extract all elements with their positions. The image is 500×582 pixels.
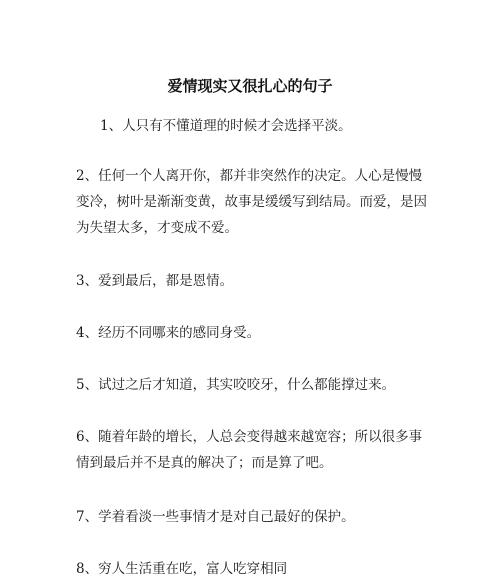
paragraph-6: 6、随着年龄的增长，人总会变得越来越宽容；所以很多事情到最后并不是真的解决了；而是算了吧。 [76, 429, 423, 471]
paragraph-4: 4、经历不同哪来的感同身受。 [76, 325, 261, 341]
paragraph-8: 8、穷人生活重在吃，富人吃穿相同 [76, 561, 288, 577]
paragraph-7: 7、学着看淡一些事情才是对自己最好的保护。 [76, 509, 355, 525]
paragraph-2: 2、任何一个人离开你，都并非突然作的决定。人心是慢慢变冷，树叶是渐渐变黄，故事是缓缓写到结局。而爱，是因为失望太多，才变成不爱。 [76, 168, 427, 236]
paragraph-1: 1、人只有不懂道理的时候才会选择平淡。 [100, 118, 352, 134]
document-title: 爱情现实又很扎心的句子 [167, 77, 333, 95]
paragraph-3: 3、爱到最后，都是恩情。 [76, 273, 234, 289]
paragraph-5: 5、试过之后才知道，其实咬咬牙，什么都能撑过来。 [76, 377, 396, 393]
